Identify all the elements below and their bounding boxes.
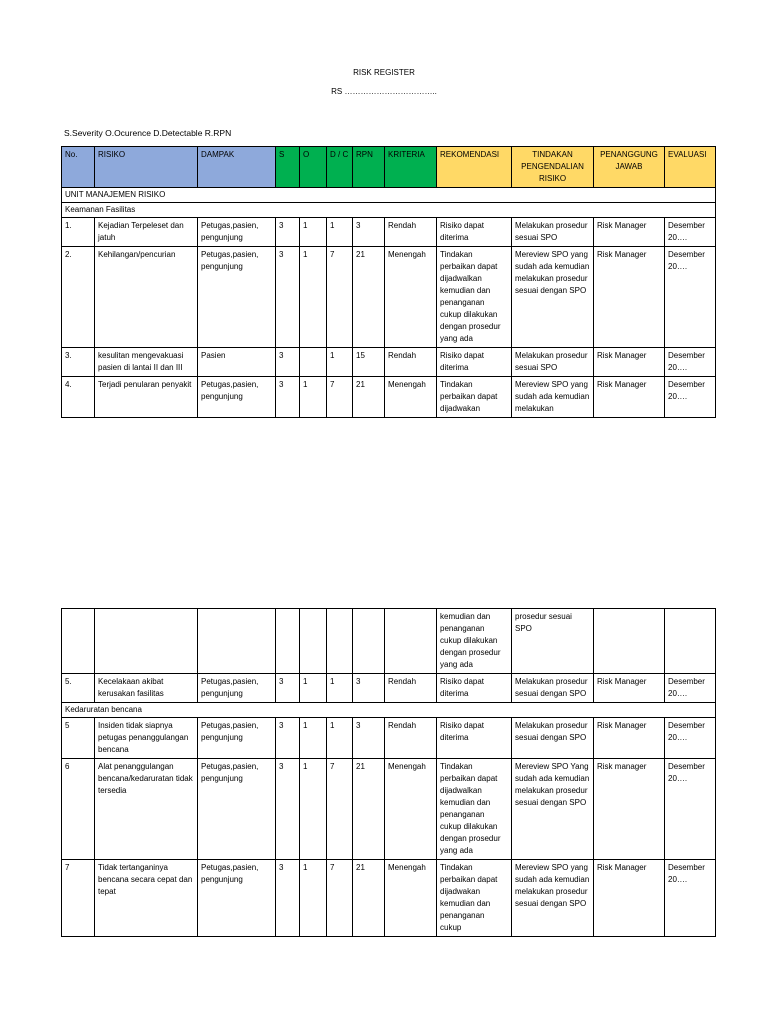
cell-penanggung-jawab: Risk Manager [594, 718, 665, 759]
cell-d: 7 [327, 860, 353, 937]
continuation-row [62, 609, 716, 674]
cell-o: 1 [300, 860, 327, 937]
cell-rekomendasi: Tindakan perbaikan dapat dijadwalkan kemudian dan penanganan cukup dilakukan dengan prosedur yang ada [437, 759, 512, 860]
cell-rpn: 21 [353, 860, 385, 937]
cell-risiko: Tidak tertanganinya bencana secara cepat dan tepat [95, 860, 198, 937]
cell-evaluasi: Desember 20…. [665, 348, 716, 377]
table-row [62, 860, 716, 937]
cell-no: 1. [62, 218, 95, 247]
risk-register-table-page-2 [61, 608, 716, 937]
cell-evaluasi: Desember 20…. [665, 860, 716, 937]
cell-evaluasi: Desember 20…. [665, 718, 716, 759]
section-row [62, 188, 716, 203]
cell-o: 1 [300, 674, 327, 703]
cell-tindakan: Mereview SPO yang sudah ada kemudian melakukan prosedur sesuai dengan SPO [512, 247, 594, 348]
cell-dampak: Petugas,pasien, pengunjung [198, 377, 276, 418]
cell-rekomendasi: Risiko dapat diterima [437, 218, 512, 247]
subsection-label: Keamanan Fasilitas [62, 203, 716, 218]
cell-s: 3 [276, 218, 300, 247]
cell-risiko: Alat penanggulangan bencana/kedaruratan tidak tersedia [95, 759, 198, 860]
header-dc: D / C [327, 147, 353, 188]
legend-text: S.Severity O.Ocurence D.Detectable R.RPN [64, 128, 232, 138]
cell-evaluasi: Desember 20…. [665, 759, 716, 860]
cell-d: 1 [327, 348, 353, 377]
cell-rpn: 3 [353, 718, 385, 759]
cell-kriteria: Rendah [385, 218, 437, 247]
header-evaluasi: EVALUASI [665, 147, 716, 188]
table-row [62, 348, 716, 377]
cell-kriteria: Menengah [385, 247, 437, 348]
cell-dampak: Petugas,pasien, pengunjung [198, 718, 276, 759]
table-row [62, 377, 716, 418]
cell-kriteria: Rendah [385, 348, 437, 377]
hospital-name-line: RS …………………………….. [331, 87, 437, 96]
cell-penanggung-jawab: Risk Manager [594, 247, 665, 348]
cell-evaluasi: Desember 20…. [665, 377, 716, 418]
cell-tindakan: Mereview SPO yang sudah ada kemudian melakukan [512, 377, 594, 418]
cell-s: 3 [276, 377, 300, 418]
cell-rpn: 3 [353, 218, 385, 247]
cell-no: 5 [62, 718, 95, 759]
cell-d: 1 [327, 674, 353, 703]
cell-dampak: Pasien [198, 348, 276, 377]
cell-kriteria: Menengah [385, 377, 437, 418]
cell-tindakan: Melakukan prosedur sesuai SPO [512, 348, 594, 377]
cell-dampak: Petugas,pasien, pengunjung [198, 759, 276, 860]
cell-s: 3 [276, 759, 300, 860]
cell-tindakan: Mereview SPO yang sudah ada kemudian melakukan prosedur sesuai dengan SPO [512, 860, 594, 937]
cell-penanggung-jawab: Risk Manager [594, 377, 665, 418]
cell-rekomendasi: Risiko dapat diterima [437, 718, 512, 759]
cell-risiko: Terjadi penularan penyakit [95, 377, 198, 418]
cell-no: 6 [62, 759, 95, 860]
cell-rpn: 3 [353, 674, 385, 703]
cell-dampak: Petugas,pasien, pengunjung [198, 860, 276, 937]
cell-kriteria: Menengah [385, 759, 437, 860]
cell-penanggung-jawab: Risk Manager [594, 348, 665, 377]
header-s: S [276, 147, 300, 188]
cell-kriteria: Rendah [385, 718, 437, 759]
cell-risiko: Kejadian Terpeleset dan jatuh [95, 218, 198, 247]
subsection-row [62, 203, 716, 218]
cell-rekomendasi: Tindakan perbaikan dapat dijadwakan kemudian dan penanganan cukup [437, 860, 512, 937]
cell-rekomendasi: Risiko dapat diterima [437, 674, 512, 703]
subsection-label: Kedaruratan bencana [62, 703, 716, 718]
cell-no: 3. [62, 348, 95, 377]
cell-tindakan: Melakukan prosedur sesuai dengan SPO [512, 718, 594, 759]
header-risiko: RISIKO [95, 147, 198, 188]
header-tindakan: TINDAKAN PENGENDALIAN RISIKO [512, 147, 594, 188]
cell-o: 1 [300, 718, 327, 759]
cell-kriteria: Rendah [385, 674, 437, 703]
cell-rekomendasi: Tindakan perbaikan dapat dijadwakan [437, 377, 512, 418]
cell-penanggung-jawab: Risk manager [594, 759, 665, 860]
table-row [62, 218, 716, 247]
cell-penanggung-jawab: Risk Manager [594, 218, 665, 247]
table-row [62, 674, 716, 703]
cell-evaluasi: Desember 20…. [665, 218, 716, 247]
cell-risiko: kesulitan mengevakuasi pasien di lantai II dan III [95, 348, 198, 377]
cell-o: 1 [300, 247, 327, 348]
cell-dampak: Petugas,pasien, pengunjung [198, 247, 276, 348]
cell-evaluasi: Desember 20…. [665, 247, 716, 348]
table-row [62, 247, 716, 348]
table-row [62, 718, 716, 759]
cell-rpn: 21 [353, 759, 385, 860]
cell-no: 5. [62, 674, 95, 703]
header-penanggung-jawab: PENANGGUNG JAWAB [594, 147, 665, 188]
cell-tindakan: Melakukan prosedur sesuai SPO [512, 218, 594, 247]
continuation-tindakan: prosedur sesuai SPO [512, 609, 594, 674]
cell-d: 7 [327, 377, 353, 418]
cell-evaluasi: Desember 20…. [665, 674, 716, 703]
cell-d: 1 [327, 218, 353, 247]
cell-o: 1 [300, 218, 327, 247]
cell-rekomendasi: Risiko dapat diterima [437, 348, 512, 377]
cell-o [300, 348, 327, 377]
cell-d: 1 [327, 718, 353, 759]
cell-s: 3 [276, 860, 300, 937]
cell-o: 1 [300, 759, 327, 860]
cell-s: 3 [276, 247, 300, 348]
cell-rpn: 21 [353, 377, 385, 418]
header-rpn: RPN [353, 147, 385, 188]
cell-penanggung-jawab: Risk Manager [594, 860, 665, 937]
table-row [62, 759, 716, 860]
cell-rpn: 15 [353, 348, 385, 377]
cell-dampak: Petugas,pasien, pengunjung [198, 218, 276, 247]
cell-dampak: Petugas,pasien, pengunjung [198, 674, 276, 703]
cell-no: 4. [62, 377, 95, 418]
cell-rpn: 21 [353, 247, 385, 348]
cell-penanggung-jawab: Risk Manager [594, 674, 665, 703]
cell-d: 7 [327, 247, 353, 348]
continuation-rekomendasi: kemudian dan penanganan cukup dilakukan dengan prosedur yang ada [437, 609, 512, 674]
header-row [62, 147, 716, 188]
cell-risiko: Kecelakaan akibat kerusakan fasilitas [95, 674, 198, 703]
risk-register-table-page-1 [61, 146, 716, 418]
cell-s: 3 [276, 674, 300, 703]
cell-s: 3 [276, 348, 300, 377]
cell-risiko: Insiden tidak siapnya petugas penanggulangan bencana [95, 718, 198, 759]
header-rekomendasi: REKOMENDASI [437, 147, 512, 188]
cell-rekomendasi: Tindakan perbaikan dapat dijadwalkan kemudian dan penanganan cukup dilakukan dengan prosedur yang ada [437, 247, 512, 348]
header-no: No. [62, 147, 95, 188]
cell-tindakan: Melakukan prosedur sesuai dengan SPO [512, 674, 594, 703]
document-title: RISK REGISTER [353, 68, 415, 77]
subsection-row [62, 703, 716, 718]
section-unit-label: UNIT MANAJEMEN RISIKO [62, 188, 716, 203]
cell-tindakan: Mereview SPO Yang sudah ada kemudian melakukan prosedur sesuai dengan SPO [512, 759, 594, 860]
cell-kriteria: Menengah [385, 860, 437, 937]
header-kriteria: KRITERIA [385, 147, 437, 188]
header-dampak: DAMPAK [198, 147, 276, 188]
cell-no: 2. [62, 247, 95, 348]
cell-s: 3 [276, 718, 300, 759]
cell-risiko: Kehilangan/pencurian [95, 247, 198, 348]
cell-no: 7 [62, 860, 95, 937]
header-o: O [300, 147, 327, 188]
cell-d: 7 [327, 759, 353, 860]
cell-o: 1 [300, 377, 327, 418]
